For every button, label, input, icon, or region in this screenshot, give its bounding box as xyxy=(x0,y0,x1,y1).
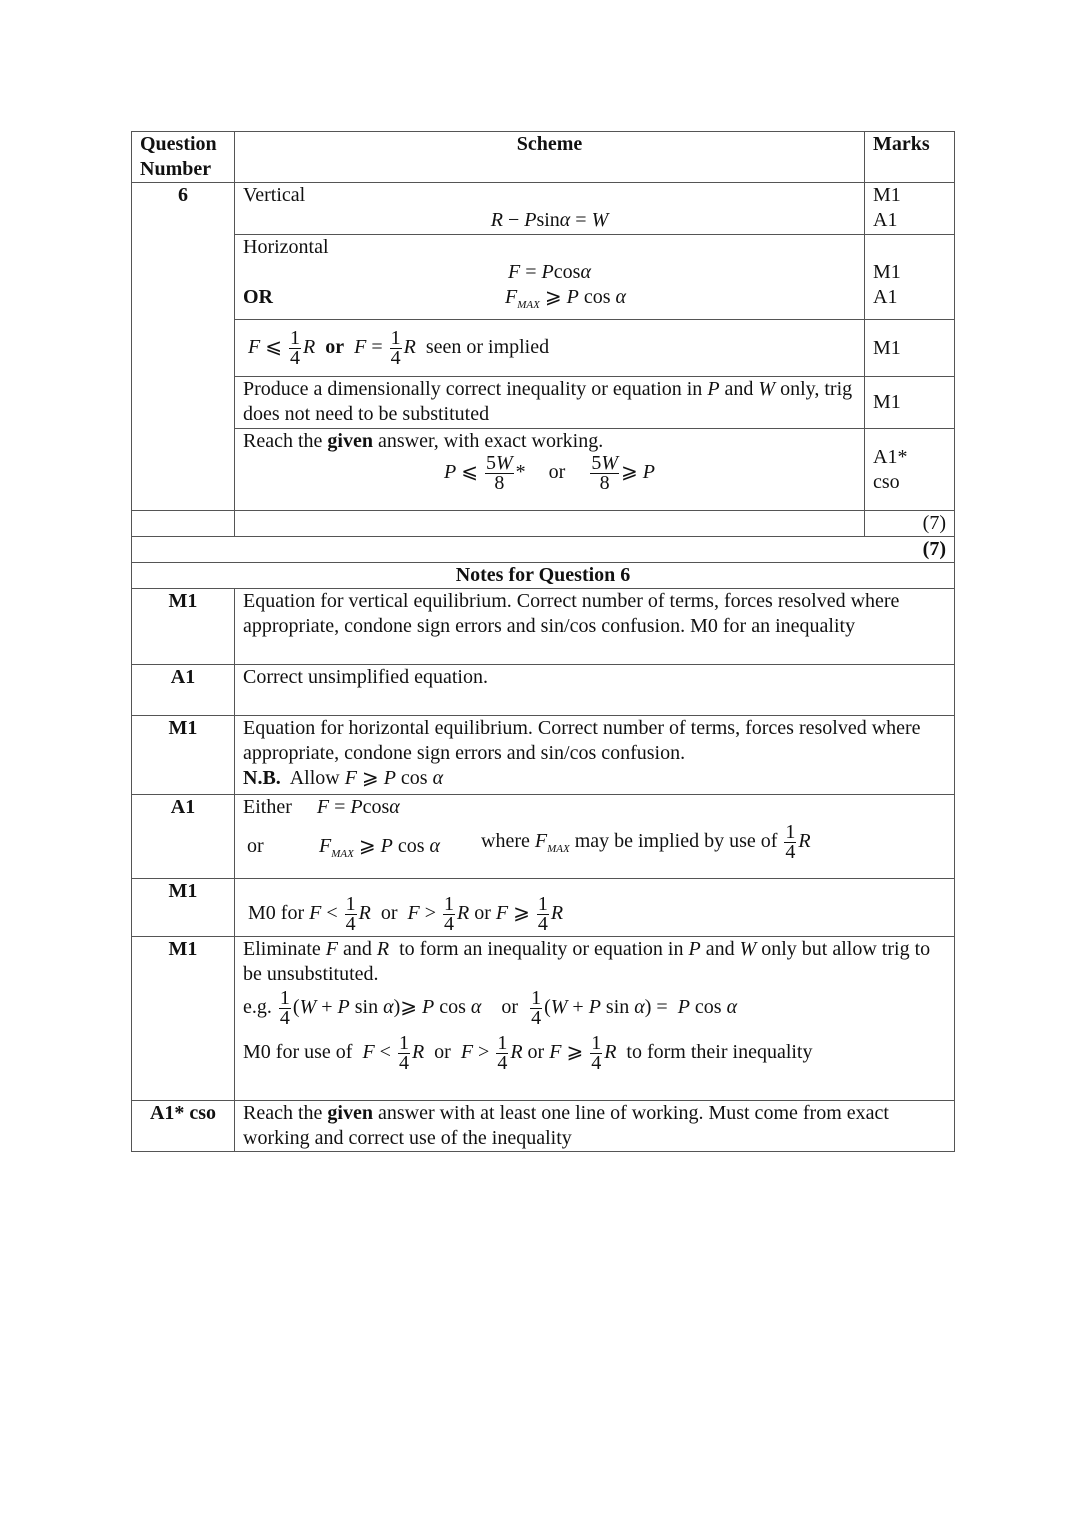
note-mark: M1 xyxy=(132,589,235,665)
note-row xyxy=(132,795,955,879)
note-row xyxy=(132,879,955,937)
note-cell xyxy=(235,937,955,1101)
scheme-cell xyxy=(235,235,865,320)
either-line: Either F = Pcosα xyxy=(243,796,400,818)
note-row xyxy=(132,937,955,1101)
scheme-row-horizontal xyxy=(132,235,955,320)
scheme-row-vertical xyxy=(132,183,955,235)
vertical-equation: R − Psinα = W xyxy=(490,209,609,231)
note-mark: A1 xyxy=(132,665,235,716)
note-row xyxy=(132,665,955,716)
note-row xyxy=(132,1101,955,1152)
header-question-number: Question Number xyxy=(132,132,235,183)
header-marks: Marks xyxy=(865,132,955,183)
mark-scheme-table xyxy=(131,131,955,1152)
note-text: Equation for horizontal equilibrium. Correct number of terms, forces resolved where appropriate, condone sign errors and sin/cos confusion. xyxy=(243,717,921,764)
subtotal: (7) xyxy=(865,511,955,537)
or-line xyxy=(243,285,856,313)
notes-title: Notes for Question 6 xyxy=(132,563,955,589)
note-cell: M0 for F < $\frac{1}{4}$ R or F > $\frac{1}{4}$ R or F ⩾ $\frac{1}{4}$ R xyxy=(235,879,955,937)
note-cell xyxy=(235,795,955,879)
scheme-label: Vertical xyxy=(243,184,306,206)
dimensional-text: Produce a dimensionally correct inequality or equation in P and W only, trig does not need to be substituted xyxy=(243,378,853,425)
friction-inequality: F ⩽ $\frac{1}{4}$ R or F = $\frac{1}{4}$ R seen or implied xyxy=(248,326,550,369)
marks-cell xyxy=(865,235,955,320)
scheme-cell xyxy=(235,377,865,429)
mark: A1 xyxy=(873,209,898,231)
horizontal-equation: F = Pcosα xyxy=(508,261,591,283)
m0-line: M0 for use of F < $\frac{1}{4}$ R or F > $\frac{1}{4}$ R or F ⩾ $\frac{1}{4}$ R to form their inequality xyxy=(243,1032,813,1074)
note-mark: A1 xyxy=(132,795,235,879)
mark: M1 xyxy=(873,261,901,283)
note-mark: M1 xyxy=(132,879,235,937)
given-answer-text: Reach the given answer, with exact working. xyxy=(243,430,604,452)
note-mark: M1 xyxy=(132,937,235,1101)
mark: M1 xyxy=(873,336,901,359)
header-scheme: Scheme xyxy=(235,132,865,183)
marks-cell xyxy=(865,377,955,429)
scheme-row-given-answer xyxy=(132,429,955,511)
note-text: Correct unsimplified equation. xyxy=(235,665,955,716)
marks-cell xyxy=(865,183,955,235)
note-row xyxy=(132,716,955,795)
nb-line: N.B. Allow F ⩾ P cos α xyxy=(243,767,444,789)
mark: cso xyxy=(873,470,900,493)
note-text: Reach the given answer with at least one line of working. Must come from exact working and correct use of the inequality xyxy=(235,1101,955,1152)
marks-cell xyxy=(865,429,955,511)
table-header-row xyxy=(132,132,955,183)
note-cell xyxy=(235,716,955,795)
marks-cell xyxy=(865,320,955,377)
or-line: or $F_{MAX}$ ⩾ P cos α where $F_{MAX}$ may be implied by use of $\frac{1}{4}$ R xyxy=(247,821,811,863)
question-number: 6 xyxy=(132,183,235,511)
note-mark: A1* cso xyxy=(132,1101,235,1152)
total-row xyxy=(132,537,955,563)
total: (7) xyxy=(132,537,955,563)
seen-or-implied: seen or implied xyxy=(425,335,550,358)
scheme-cell xyxy=(235,183,865,235)
mark: A1 xyxy=(873,286,898,308)
scheme-label: Horizontal xyxy=(243,236,329,258)
or-label: OR xyxy=(243,286,273,308)
note-mark: M1 xyxy=(132,716,235,795)
note-text: Equation for vertical equilibrium. Correct number of terms, forces resolved where appropriate, condone sign errors and sin/cos confusion. M0 for an inequality xyxy=(235,589,955,665)
mark: M1 xyxy=(873,391,901,413)
horizontal-equation-alt: $F_{MAX}$ ⩾ P cos α xyxy=(505,286,626,311)
notes-title-row xyxy=(132,563,955,589)
given-answer-equation: P ⩽ $\frac{5W}{8}$ * or $\frac{5W}{8}$ ⩾ P xyxy=(444,452,655,494)
mark-scheme-page xyxy=(131,131,954,1152)
mark: A1* xyxy=(873,445,908,468)
note-row xyxy=(132,589,955,665)
scheme-cell xyxy=(235,320,865,377)
example-line: e.g. $\frac{1}{4}$ (W + P sin α)⩾ P cos α or $\frac{1}{4}$ (W + P sin α) = P cos α xyxy=(243,987,738,1029)
scheme-cell xyxy=(235,429,865,511)
note-text: Eliminate F and R to form an inequality or equation in P and W only but allow trig to be unsubstituted. xyxy=(243,938,931,985)
subtotal-row xyxy=(132,511,955,537)
scheme-row-friction xyxy=(132,320,955,377)
or-word: or xyxy=(325,335,345,358)
scheme-row-dimensional xyxy=(132,377,955,429)
mark: M1 xyxy=(873,184,901,206)
